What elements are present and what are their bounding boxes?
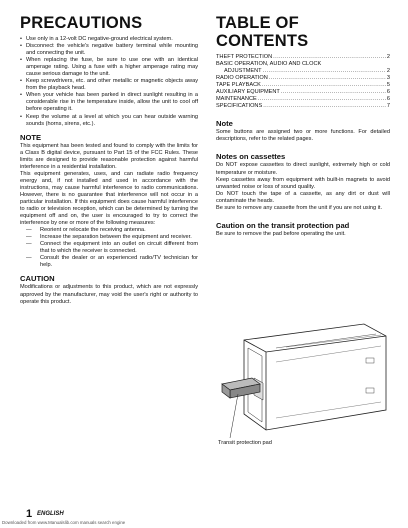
right-note-heading: Note [216, 119, 233, 129]
toc-leader [263, 68, 386, 75]
caution-heading: CAUTION [20, 274, 55, 284]
toc-entry[interactable] [216, 68, 390, 75]
measure-item: — Increase the separation between the equipment and receiver. [26, 234, 198, 241]
measure-item: — Reorient or relocate the receiving antenna. [26, 227, 198, 234]
transit-text: Be sure to remove the pad before operating the unit. [216, 230, 346, 237]
precautions-heading: PRECAUTIONS [20, 14, 143, 32]
toc-leader [258, 96, 386, 103]
precaution-item: • Keep screwdrivers, etc. and other metallic or magnetic objects away from the playback head. [20, 78, 198, 92]
toc-entry-page: 2 [386, 54, 390, 60]
toc-list [216, 54, 390, 110]
toc-leader [281, 89, 386, 96]
toc-leader [273, 54, 386, 61]
toc-entry-label: RADIO OPERATION [216, 75, 268, 82]
toc-entry[interactable] [216, 96, 390, 103]
note-paragraph-1: This equipment has been tested and found to comply with the limits for a Class B digital device, pursuant to Part 15 of the FCC Rules. These limits are designed to provide reasonable protection against harmful interference in a residential installation. [20, 142, 198, 170]
precaution-item: • Keep the volume at a level at which you can hear outside warning sounds (horns, sirens, etc.). [20, 114, 198, 128]
toc-entry-page: 7 [386, 103, 390, 110]
toc-entry[interactable] [216, 89, 390, 96]
toc-entry-page: 5 [386, 82, 390, 89]
toc-entry-label: SPECIFICATIONS [216, 103, 263, 110]
toc-entry-label: TAPE PLAYBACK [216, 82, 261, 89]
note-heading: NOTE [20, 132, 42, 142]
precaution-item: • Disconnect the vehicle's negative battery terminal while mounting and connecting the unit. [20, 43, 198, 57]
toc-entry[interactable] [216, 54, 390, 61]
cassette-note: Be sure to remove any cassette from the unit if you are not using it. [216, 204, 383, 211]
toc-entry[interactable] [216, 61, 390, 68]
measure-item: — Connect the equipment into an outlet on circuit different from that to which the receiver is connected. [26, 241, 198, 255]
toc-entry[interactable] [216, 103, 390, 110]
toc-entry-label: AUXILIARY EQUIPMENT [216, 89, 280, 96]
transit-pad-caption: Transit protection pad [218, 440, 272, 446]
cassettes-heading: Notes on cassettes [216, 152, 286, 162]
right-note-text: Some buttons are assigned two or more functions. For detailed descriptions, refer to the related pages. [216, 129, 390, 143]
toc-entry-page: 6 [386, 96, 390, 103]
language-label: ENGLISH [37, 511, 64, 517]
toc-entry-label: BASIC OPERATION, AUDIO AND CLOCK [216, 61, 322, 68]
page-number: 1 [26, 508, 33, 520]
toc-entry-page: 6 [386, 89, 390, 96]
toc-entry-page: 2 [386, 68, 390, 75]
toc-heading: TABLE OF CONTENTS [216, 14, 309, 50]
left-column [20, 14, 198, 306]
toc-entry[interactable] [216, 82, 390, 89]
caution-text: Modifications or adjustments to this product, which are not expressly approved by the manufacturer, may void the user's right or authority to operate this product. [20, 284, 198, 305]
cassette-note: Keep cassettes away from equipment with built-in magnets to avoid unwanted noise or loss of sound quality. [216, 176, 390, 190]
download-watermark: Downloaded from www.Manualslib.com manuals search engine [2, 520, 126, 525]
cassette-note: Do NOT touch the tape of a cassette, as any dirt or dust will contaminate the heads. [216, 190, 390, 204]
toc-leader [263, 103, 386, 110]
toc-leader [269, 75, 386, 82]
precaution-item: • When replacing the fuse, be sure to use one with an identical amperage rating. Using a fuse with a higher amperage rating may cause serious damage to the unit. [20, 57, 198, 78]
note-paragraph-2: This equipment generates, uses, and can radiate radio frequency energy and, if not installed and used in accordance with the instructions, may cause harmful interference to radio communications. However, there is no guarantee that interference will not occur in a particular installation. If this equipment does cause harmful interference to radio or television reception, which can be determined by turning the equipment off and on, the user is encouraged to try to correct the interference by one or more of the following measures: [20, 170, 198, 227]
right-column [216, 14, 390, 238]
cassette-unit-illustration [216, 318, 390, 448]
toc-entry[interactable] [216, 75, 390, 82]
toc-entry-page: 3 [386, 75, 390, 82]
toc-entry-label: MAINTENANCE [216, 96, 257, 103]
toc-entry-label: ADJUSTMENT [224, 68, 262, 75]
measures-list [20, 227, 198, 269]
precaution-item: • Use only in a 12-volt DC negative-ground electrical system. [20, 36, 198, 43]
precaution-item: • When your vehicle has been parked in direct sunlight resulting in a considerable rise in the temperature inside, allow the unit to cool off before operating it. [20, 92, 198, 113]
cassette-note: Do NOT expose cassettes to direct sunlight, extremely high or cold temperature or moisture. [216, 162, 390, 176]
precautions-list [20, 36, 198, 128]
measure-item: — Consult the dealer or an experienced radio/TV technician for help. [26, 255, 198, 269]
transit-heading: Caution on the transit protection pad [216, 220, 350, 230]
toc-entry-label: THEFT PROTECTION [216, 54, 273, 60]
toc-leader [262, 82, 386, 89]
